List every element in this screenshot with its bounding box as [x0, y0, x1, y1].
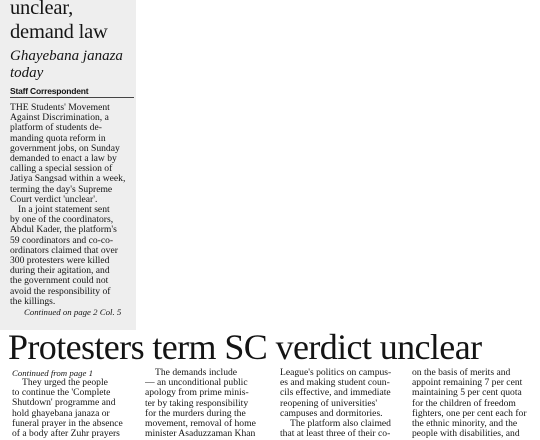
paragraph-2 — [10, 205, 136, 307]
text-line: on the basis of merits and — [412, 368, 511, 378]
text-line: terming the day's Supreme — [10, 183, 113, 195]
main-story-column-1 — [12, 368, 136, 439]
text-line: Against Discrimination, a — [10, 112, 109, 124]
text-line: The demands include — [155, 368, 238, 378]
byline: Staff Correspondent — [10, 86, 89, 96]
text-line: apology from prime minis- — [145, 387, 249, 399]
byline-rule — [10, 97, 134, 98]
text-line: reopening of universities' — [280, 397, 378, 409]
text-line: demanded to enact a law by — [10, 153, 117, 165]
top-story-headline — [10, 0, 135, 44]
text-line: hold ghayebana janaza or — [12, 407, 110, 419]
text-line: 300 protesters were killed — [10, 255, 110, 267]
text-line: of a body after Zuhr prayers — [12, 428, 120, 440]
continued-on-note: Continued on page 2 Col. 5 — [24, 307, 122, 317]
top-story-body — [10, 103, 136, 307]
headline-line: demand law — [10, 21, 108, 43]
text-line: They urged the people — [22, 377, 108, 388]
text-line: calling a special session of — [10, 163, 113, 175]
headline-line: unclear, — [10, 0, 74, 19]
text-line: manding quota reform in — [10, 132, 106, 144]
text-line: the killings. — [10, 295, 56, 307]
text-line: — an unconditional public — [145, 377, 248, 389]
text-line: funeral prayer in the absence — [12, 417, 123, 429]
kicker-line: Ghayebana janaza — [10, 48, 123, 64]
main-story-column-4 — [412, 368, 540, 439]
text-line: 59 coordinators and co-co- — [10, 234, 114, 246]
kicker-line: today — [10, 65, 44, 81]
text-line: by one of the coordinators, — [10, 214, 114, 226]
text-line: the ethnic minority, and the — [412, 418, 518, 430]
text-line: ter by taking responsibility — [145, 397, 249, 409]
main-headline: Protesters term SC verdict unclear — [8, 327, 482, 367]
main-story-column-3 — [280, 368, 404, 439]
text-line: that at least three of their co- — [280, 428, 391, 440]
top-story-kicker — [10, 48, 135, 82]
main-story-column-2 — [145, 368, 270, 439]
text-line: platform of students de- — [10, 122, 102, 134]
text-line: THE Students' Movement — [10, 102, 110, 113]
text-line: campuses and dormitories. — [280, 407, 383, 419]
text-line: In a joint statement sent — [18, 204, 110, 216]
text-line: maintaining 5 per cent quota — [412, 387, 522, 399]
text-line: for the murders during the — [145, 407, 246, 419]
text-line: the government could not — [10, 275, 109, 287]
text-line: for the children of freedom — [412, 397, 516, 409]
paragraph-1 — [10, 103, 136, 205]
text-line: people with disabilities, and — [412, 428, 520, 440]
text-line: Court verdict 'unclear'. — [10, 193, 98, 205]
text-line: to continue the 'Complete — [12, 387, 111, 399]
text-line: es and making student coun- — [280, 377, 390, 389]
text-line: appoint remaining 7 per cent — [412, 377, 523, 389]
continued-from-note: Continued from page 1 — [12, 368, 94, 378]
text-line: government jobs, on Sunday — [10, 142, 120, 154]
text-line: fighters, one per cent each for — [412, 407, 527, 419]
text-line: movement, removal of home — [145, 418, 256, 430]
text-line: minister Asaduzzaman Khan — [145, 428, 256, 440]
text-line: League's politics on campus- — [280, 368, 392, 378]
text-line: Jatiya Sangsad within a week, — [10, 173, 126, 185]
text-line: cils effective, and immediate — [280, 387, 391, 399]
text-line: ordinators claimed that over — [10, 244, 118, 256]
text-line: during their agitation, and — [10, 265, 110, 277]
text-line: Abdul Kader, the platform's — [10, 224, 117, 236]
top-story-column — [0, 0, 136, 330]
text-line: The platform also claimed — [290, 418, 391, 430]
text-line: Shutdown' programme and — [12, 397, 116, 409]
text-line: avoid the responsibility of — [10, 285, 111, 297]
